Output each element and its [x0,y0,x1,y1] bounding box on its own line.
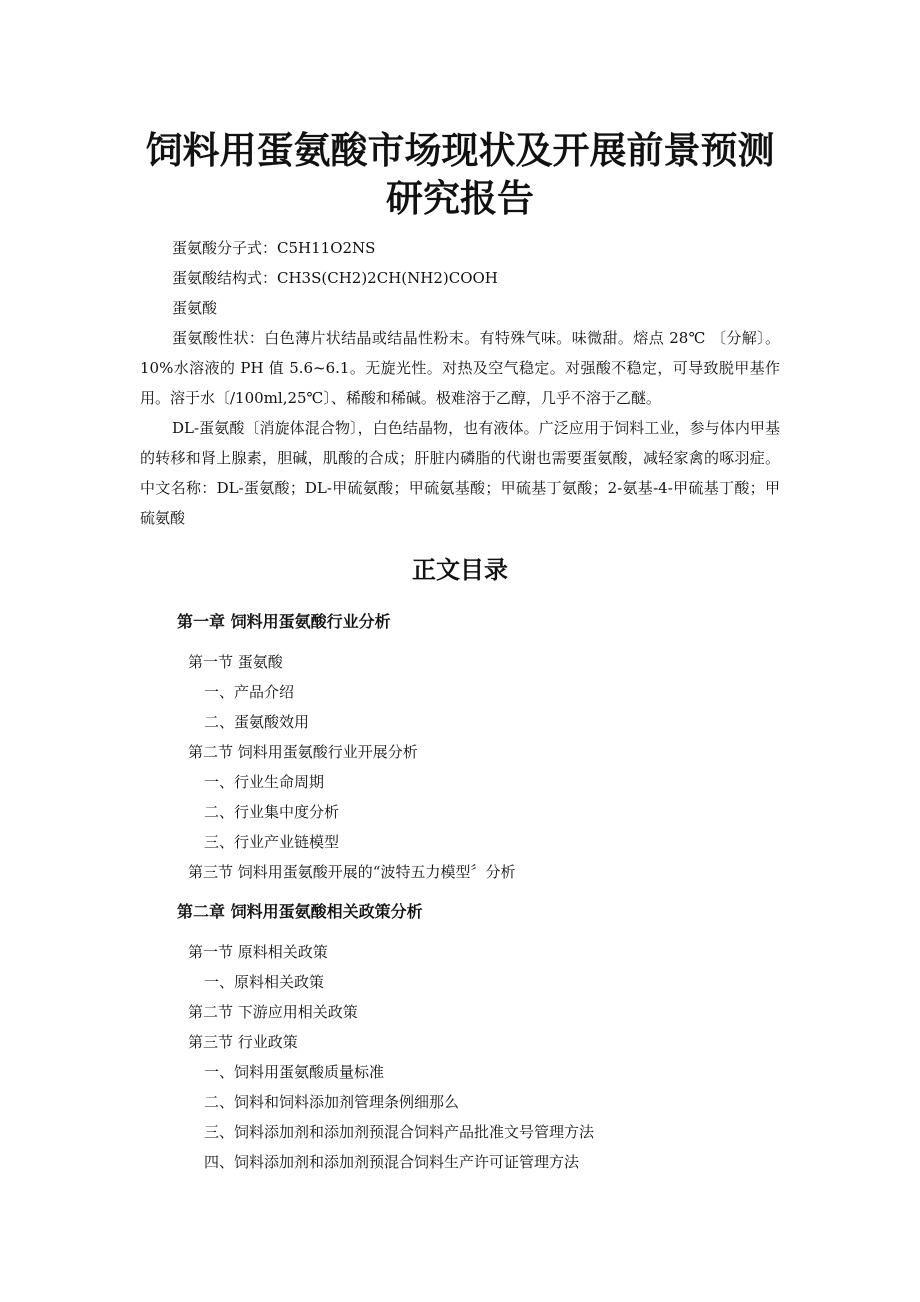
toc-section[interactable]: 第一节 蛋氨酸 [188,653,283,671]
toc-item[interactable]: 二、行业集中度分析 [204,803,340,821]
toc-item[interactable]: 二、饲料和饲料添加剂管理条例细那么 [204,1093,460,1111]
toc-item[interactable]: 三、饲料添加剂和添加剂预混合饲料产品批准文号管理方法 [204,1123,595,1141]
toc-section[interactable]: 第二节 饲料用蛋氨酸行业开展分析 [188,743,418,761]
toc-item[interactable]: 一、产品介绍 [204,683,295,701]
toc-item[interactable]: 四、饲料添加剂和添加剂预混合饲料生产许可证管理方法 [204,1153,580,1171]
toc-item[interactable]: 一、行业生命周期 [204,773,325,791]
document-title-line-2: 研究报告 [386,177,534,220]
toc-section[interactable]: 第三节 饲料用蛋氨酸开展的“波特五力模型〞分析 [188,863,516,881]
toc-chapter[interactable]: 第一章 饲料用蛋氨酸行业分析 [177,612,391,631]
toc-section[interactable]: 第一节 原料相关政策 [188,943,328,961]
toc-heading: 正文目录 [412,556,508,584]
toc-item[interactable]: 二、蛋氨酸效用 [204,713,310,731]
toc-chapter[interactable]: 第二章 饲料用蛋氨酸相关政策分析 [177,902,423,921]
document-title-line-1: 饲料用蛋氨酸市场现状及开展前景预测 [145,129,775,172]
toc-item[interactable]: 一、饲料用蛋氨酸质量标准 [204,1063,385,1081]
toc-item[interactable]: 一、原料相关政策 [204,973,325,991]
intro-paragraph: 蛋氨酸分子式：C5H11O2NS [172,239,376,257]
intro-paragraph: 蛋氨酸性状：白色薄片状结晶或结晶性粉末。有特殊气味。味微甜。熔点 28℃ 〔分解〕。10%水溶液的 PH 值 5.6~6.1。无旋光性。对热及空气稳定。对强酸不稳定，可导致脱甲基作用。溶于水〔/100ml,25℃〕、稀酸和稀碱。极难溶于乙醇，几乎不溶于乙醚。 [140,329,780,407]
intro-paragraph: 蛋氨酸结构式：CH3S(CH2)2CH(NH2)COOH [172,269,498,287]
intro-paragraph: 蛋氨酸 [172,299,218,317]
toc-section[interactable]: 第三节 行业政策 [188,1033,298,1051]
intro-paragraph: DL-蛋氨酸〔消旋体混合物〕，白色结晶物，也有液体。广泛应用于饲料工业，参与体内甲基的转移和肾上腺素，胆碱，肌酸的合成；肝脏内磷脂的代谢也需要蛋氨酸，减轻家禽的啄羽症。中文名称：DL-蛋氨酸；DL-甲硫氨酸；甲硫氨基酸；甲硫基丁氨酸；2-氨基-4-甲硫基丁酸；甲硫氨酸 [140,419,780,527]
toc-section[interactable]: 第二节 下游应用相关政策 [188,1003,358,1021]
intro-text [140,233,780,533]
toc-item[interactable]: 三、行业产业链模型 [204,833,340,851]
